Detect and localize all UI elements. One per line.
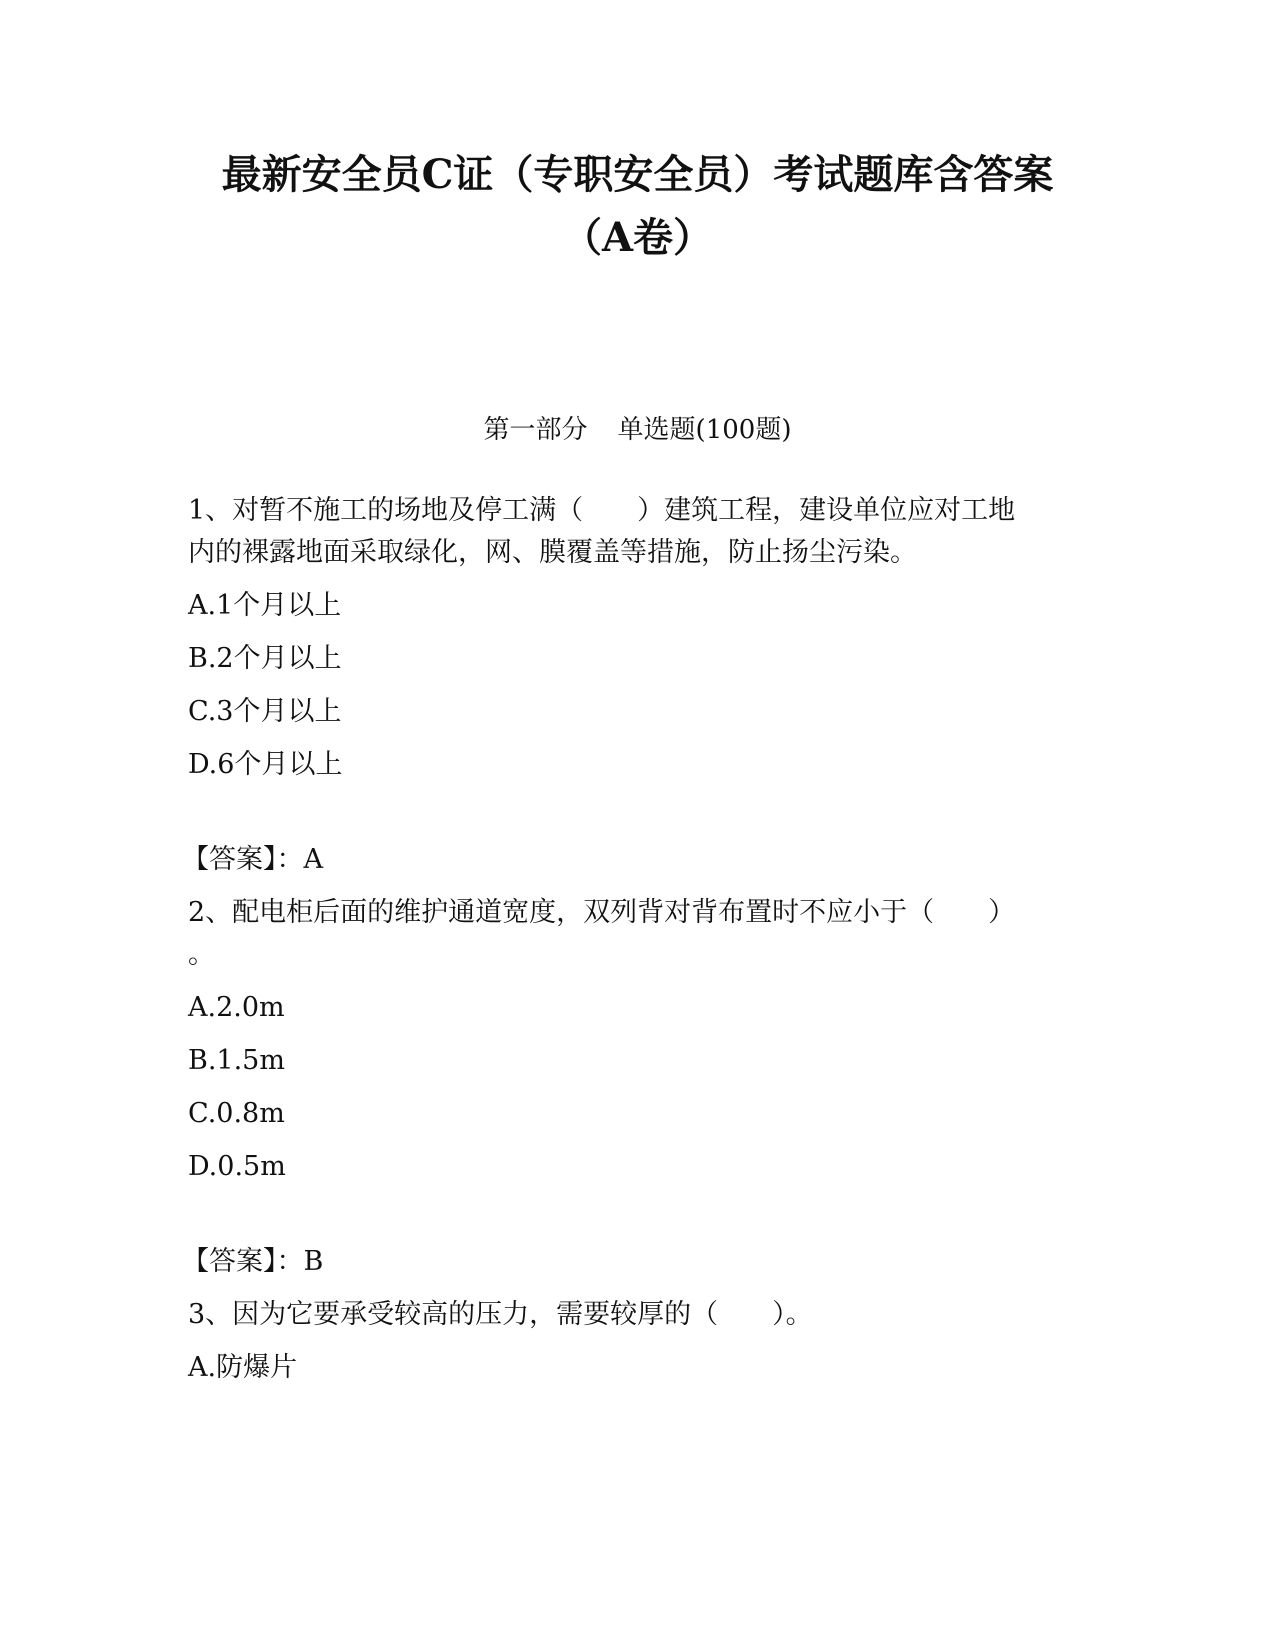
- question-1-option-c: C.3个月以上: [188, 696, 342, 727]
- section-name: 单选题(100题): [617, 415, 792, 445]
- question-2-option-c: C.0.8m: [188, 1098, 285, 1129]
- document-title-line1: 最新安全员C证（专职安全员）考试题库含答案: [221, 151, 1054, 198]
- question-1-stem-line1: 1、对暂不施工的场地及停工满（ ）建筑工程，建设单位应对工地: [188, 495, 1016, 526]
- question-1-answer: 【答案】：A: [182, 844, 323, 875]
- question-2-answer: 【答案】：B: [182, 1246, 324, 1277]
- question-1-option-b: B.2个月以上: [188, 643, 342, 674]
- section-heading: [0, 414, 1275, 446]
- question-2-option-b: B.1.5m: [188, 1045, 285, 1076]
- question-2-stem-line1: 2、配电柜后面的维护通道宽度，双列背对背布置时不应小于（ ）: [188, 897, 1016, 928]
- question-1-stem-line2: 内的裸露地面采取绿化，网、膜覆盖等措施，防止扬尘污染。: [188, 537, 917, 568]
- question-1-option-d: D.6个月以上: [188, 749, 343, 780]
- question-2-stem-line2: 。: [188, 939, 215, 970]
- section-part: 第一部分: [483, 415, 588, 445]
- question-3-stem-line1: 3、因为它要承受较高的压力，需要较厚的（ ）。: [188, 1299, 813, 1330]
- question-1-option-a: A.1个月以上: [188, 590, 342, 621]
- question-2-option-d: D.0.5m: [188, 1151, 286, 1182]
- question-2-option-a: A.2.0m: [188, 992, 285, 1023]
- document-title-line2: （A卷）: [561, 214, 714, 261]
- question-3-option-a: A.防爆片: [188, 1352, 298, 1383]
